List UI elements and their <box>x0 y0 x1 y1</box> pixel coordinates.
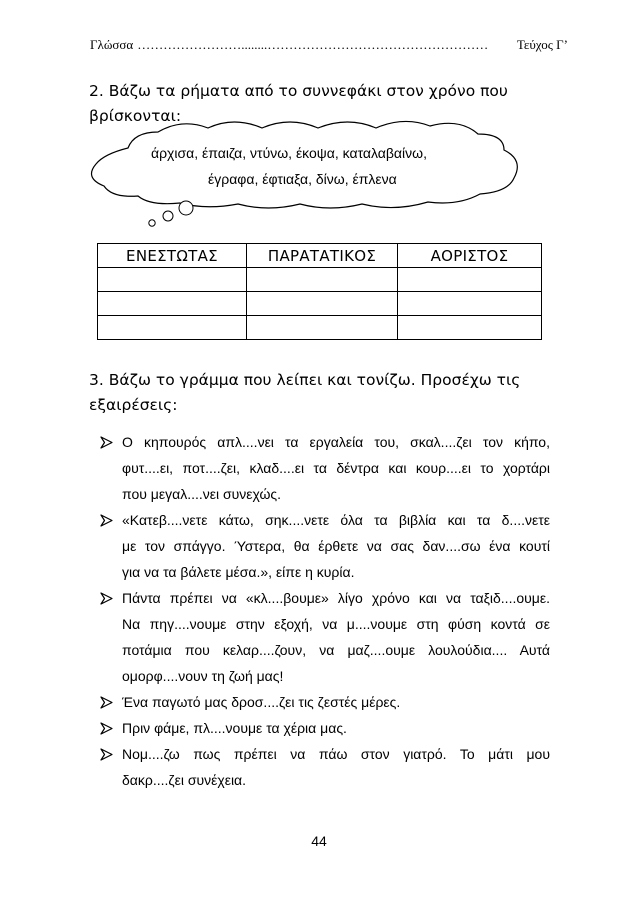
arrow-bullet-icon <box>100 514 113 527</box>
exercise-line: Πριν φάμε, πλ....νουμε τα χέρια μας. <box>122 720 347 736</box>
exercise-line: με τον σπάγγο. Ύστερα, θα έρθετε να σας δαν....σω ένα κουτί <box>122 538 550 554</box>
header-issue: Τεύχος Γ’ <box>516 37 568 52</box>
answer-cell[interactable] <box>398 292 542 316</box>
exercise-line: Ο κηπουρός απλ....νει τα εργαλεία του, σκαλ....ζει τον κήπο, <box>122 434 550 450</box>
answer-cell[interactable] <box>247 268 398 292</box>
table-row <box>98 292 542 316</box>
arrow-bullet-icon <box>100 696 113 709</box>
list-item <box>100 509 550 587</box>
header-dots: ……………………........…………………………………………… <box>137 37 489 52</box>
task-3-title-line-1: 3. Βάζω το γράμμα που λείπει και τονίζω. Προσέχω τις <box>89 371 521 389</box>
answer-cell[interactable] <box>247 292 398 316</box>
answer-cell[interactable] <box>398 268 542 292</box>
task-3-title-line-2: εξαιρέσεις: <box>89 396 178 414</box>
tense-table <box>97 243 542 340</box>
exercise-line: που μεγαλ....νει συνεχώς. <box>122 486 282 502</box>
cloud-verbs-line-1: άρχισα, έπαιζα, ντύνω, έκοψα, καταλαβαίνω, <box>151 145 427 161</box>
exercise-line: για να τα βάλετε μέσα.», είπε η κυρία. <box>122 564 355 580</box>
exercise-line: Πάντα πρέπει να «κλ....βουμε» λίγο χρόνο και να ταξιδ....ουμε. <box>122 590 550 606</box>
header-subject: Γλώσσα <box>90 37 134 52</box>
list-item <box>100 717 550 743</box>
answer-cell[interactable] <box>98 268 247 292</box>
list-item <box>100 431 550 509</box>
header-aorist: ΑΟΡΙΣΤΟΣ <box>398 244 542 268</box>
task-3-title <box>89 368 549 418</box>
answer-cell[interactable] <box>398 316 542 340</box>
exercise-line: ομορφ....νουν τη ζωή μας! <box>122 668 284 684</box>
table-row <box>98 316 542 340</box>
cloud-bubble-large <box>179 201 193 215</box>
arrow-bullet-icon <box>100 436 113 449</box>
exercise-line: δακρ....ζει συνέχεια. <box>122 772 247 788</box>
exercise-line: φυτ....ει, ποτ....ζει, κλαδ....ει τα δέντρα και κουρ....ει το χορτάρι <box>122 460 550 476</box>
arrow-bullet-icon <box>100 748 113 761</box>
header-imperfect: ΠΑΡΑΤΑΤΙΚΟΣ <box>247 244 398 268</box>
tense-table-header <box>98 244 542 268</box>
exercise-list <box>100 431 550 795</box>
exercise-line: «Κατεβ....νετε κάτω, σηκ....νετε όλα τα βιβλία και τα δ....νετε <box>122 512 550 528</box>
answer-cell[interactable] <box>98 292 247 316</box>
cloud-bubble-small <box>149 220 155 226</box>
table-row <box>98 268 542 292</box>
answer-cell[interactable] <box>98 316 247 340</box>
exercise-line: ποτάμια που κελαρ....ζουν, να μαζ....ουμε λουλούδια.... Αυτά <box>122 642 550 658</box>
cloud-illustration <box>0 0 638 240</box>
list-item <box>100 587 550 691</box>
exercise-line: Ένα παγωτό μας δροσ....ζει τις ζεστές μέρες. <box>122 694 401 710</box>
arrow-bullet-icon <box>100 592 113 605</box>
cloud-shape <box>92 121 518 208</box>
header-present: ΕΝΕΣΤΩΤΑΣ <box>98 244 247 268</box>
cloud-bubble-medium <box>163 211 173 221</box>
answer-cell[interactable] <box>247 316 398 340</box>
page-number: 44 <box>311 833 327 849</box>
cloud-verbs-line-2: έγραφα, έφτιαξα, δίνω, έπλενα <box>208 171 397 187</box>
list-item <box>100 743 550 795</box>
arrow-bullet-icon <box>100 722 113 735</box>
exercise-line: Νομ....ζω πως πρέπει να πάω στον γιατρό. Το μάτι μου <box>122 746 550 762</box>
task-2-title-line-1: 2. Βάζω τα ρήματα από το συννεφάκι στον χρόνο που <box>89 82 508 100</box>
exercise-line: Να πηγ....νουμε στην εξοχή, να μ....νουμε στη φύση κοντά σε <box>122 616 550 632</box>
list-item <box>100 691 550 717</box>
task-2-title-line-2: βρίσκονται: <box>89 107 182 125</box>
